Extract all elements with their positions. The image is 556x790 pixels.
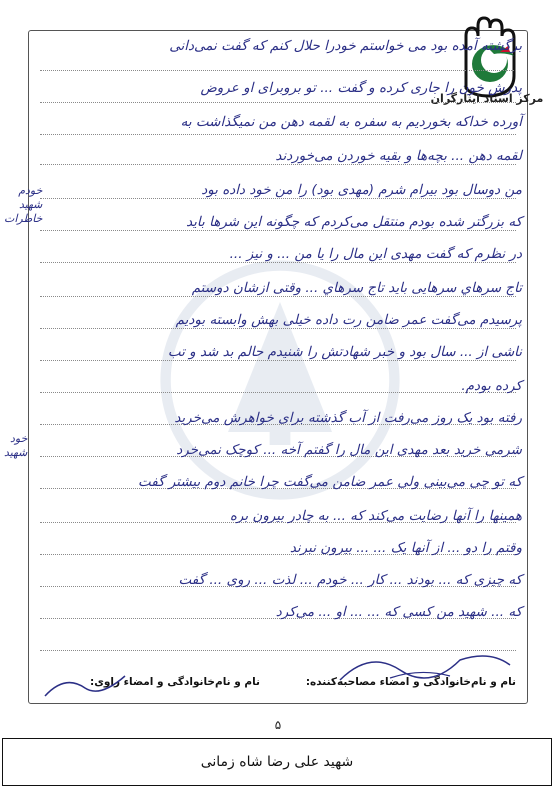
page-number: ۵: [274, 718, 282, 732]
handwritten-line: که تو چی می‌بینی ولی عمر ضامن می‌گفت چرا خانم دوم بیشتر گفت: [138, 474, 522, 490]
handwritten-line: که چیزی که ... بودند ... کار ... خودم ... لذت ... روی ... گفت: [178, 572, 522, 588]
handwritten-line: همینها را آنها رضایت می‌کند که ... به چادر بیرون بره: [229, 508, 522, 524]
handwritten-line: که ... شهید من کسی که ... ... او ... می‌کرد: [275, 604, 522, 620]
handwritten-line: تاج سرهاي سرهایی بايد تاج سرهاي ... وقتی ازشان دوستم: [191, 280, 522, 296]
handwritten-line: پرسیدم می‌گفت عمر ضامن رت داده خیلی بهش وابسته بودیم: [175, 312, 522, 328]
margin-note: خود شهید: [4, 432, 28, 459]
handwritten-line: رفته بود یک روز می‌رفت از آب گذشته برای خواهرش می‌خرید: [174, 410, 522, 426]
handwritten-line: ناشی از ... سال بود و خبر شهادتش را شنیدم حالم بد شد و تب: [167, 344, 522, 360]
handwritten-line: من دوسال بود بیرام شرم (مهدی بود) را من خود داده بود: [201, 182, 522, 198]
caption-box: [2, 738, 552, 786]
handwritten-line: کرده بودم.: [461, 378, 522, 394]
handwritten-line: در نظرم که گفت مهدی این مال را یا من ... و نیز ...: [229, 246, 522, 262]
handwritten-line: آورده خداکه بخوردیم به سفره به لقمه دهن من نمیگذاشت به: [180, 114, 522, 130]
interviewer-signature-label: نام و نام‌خانوادگی و امضاء مصاحبه‌کننده:: [305, 676, 516, 688]
caption-text: شهید علی رضا شاه زمانی: [200, 754, 354, 770]
handwritten-line: برگشته آمده بود می خواستم خودرا حلال کنم که گفت نمی‌دانی: [169, 38, 522, 54]
handwritten-line: شرمی خرید بعد مهدی این مال را گفتم آخه‌ ... کوچک نمی‌خرد: [176, 442, 522, 458]
handwritten-line: پدرش خون را جاری کرده و گفت ... تو بروبرای او عروض: [200, 80, 522, 96]
interviewer-signature: [330, 640, 520, 690]
narrator-signature: [40, 668, 130, 702]
handwritten-line: وقتم را دو ... از آنها یک ... ... بیرون نبرند: [289, 540, 522, 556]
narrator-signature-label: نام و نام‌خانوادگی و امضاء راوی:: [90, 676, 260, 688]
handwritten-line: که بزرگتر شده بودم منتقل می‌کردم که چگونه این شرها باید: [186, 214, 522, 230]
margin-note: خودم شهید خاطرات: [4, 184, 43, 225]
handwritten-line: لقمه دهن ... بچه‌ها و بقیه خوردن می‌خوردند: [275, 148, 522, 164]
logo-text: مرکز اسناد ایثارگران: [430, 92, 544, 105]
